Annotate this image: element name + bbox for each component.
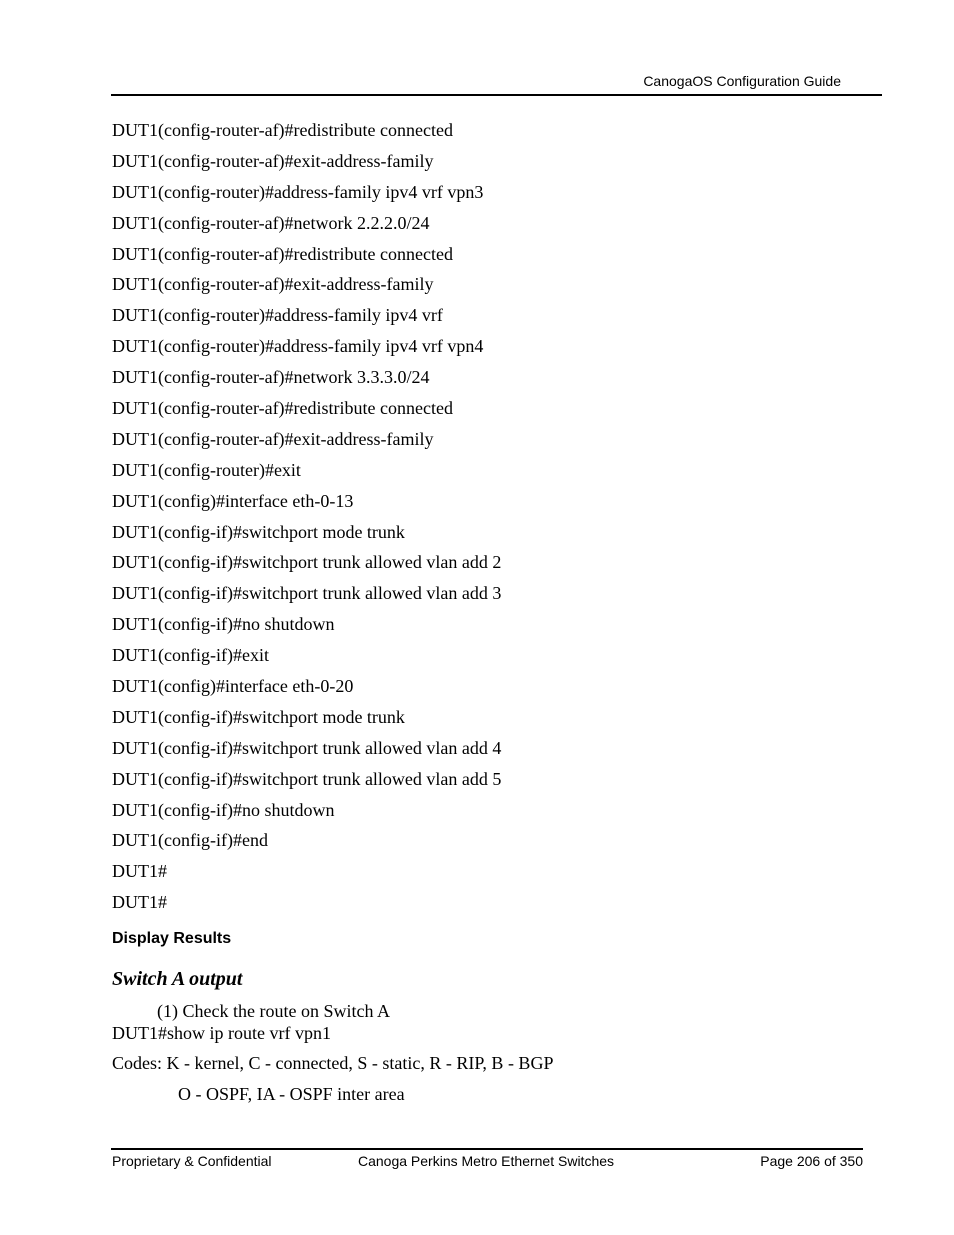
section-heading: Display Results (112, 930, 232, 947)
command-line: DUT1(config-router-af)#redistribute connected (112, 120, 453, 140)
command-line: DUT1(config-router-af)#exit-address-family (112, 150, 434, 171)
command-line: DUT1(config-router-af)#network 2.2.2.0/24 (112, 212, 430, 233)
command-list (112, 117, 501, 920)
footer-center: Canoga Perkins Metro Ethernet Switches (358, 1153, 615, 1169)
footer-left: Proprietary & Confidential (112, 1153, 272, 1169)
command-line: DUT1(config-if)#switchport trunk allowed vlan add 2 (112, 552, 502, 573)
codes-legend-line-2: O - OSPF, IA - OSPF inter area (178, 1084, 405, 1104)
sub-heading: Switch A output (112, 968, 243, 990)
command-line: DUT1(config-router-af)#redistribute connected (112, 398, 453, 419)
codes-legend-line-1: Codes: K - kernel, C - connected, S - static, R - RIP, B - BGP (112, 1053, 554, 1073)
command-line: DUT1(config-router)#exit (112, 459, 301, 480)
footer-page-number: Page 206 of 350 (760, 1153, 863, 1169)
command-line: DUT1(config-if)#no shutdown (112, 799, 335, 820)
command-line: DUT1# (112, 892, 167, 913)
command-line: DUT1(config-router)#address-family ipv4 vrf vpn3 (112, 181, 484, 202)
header-title: CanogaOS Configuration Guide (643, 73, 841, 89)
command-line: DUT1# (112, 861, 167, 882)
command-line: DUT1(config-router)#address-family ipv4 vrf (112, 305, 443, 326)
command-line: DUT1(config-if)#end (112, 830, 268, 851)
command-line: DUT1(config-if)#switchport mode trunk (112, 706, 405, 727)
command-line: DUT1(config-router-af)#redistribute connected (112, 243, 453, 264)
command-line: DUT1(config)#interface eth-0-20 (112, 676, 354, 697)
command-line: DUT1(config-router-af)#exit-address-family (112, 428, 434, 449)
command-line: DUT1(config-if)#switchport mode trunk (112, 521, 405, 542)
command-line: DUT1(config)#interface eth-0-13 (112, 490, 354, 511)
command-line: DUT1(config-if)#switchport trunk allowed vlan add 3 (112, 583, 502, 604)
command-line: DUT1(config-if)#switchport trunk allowed vlan add 5 (112, 768, 502, 789)
header-rule (111, 94, 882, 96)
command-line: DUT1(config-router-af)#exit-address-family (112, 274, 434, 295)
footer-rule (111, 1148, 863, 1150)
command-line: DUT1(config-router)#address-family ipv4 vrf vpn4 (112, 336, 484, 357)
command-line: DUT1(config-router-af)#network 3.3.3.0/24 (112, 367, 430, 388)
command-line: DUT1(config-if)#no shutdown (112, 614, 335, 635)
command-line: DUT1(config-if)#exit (112, 645, 269, 666)
command-line: DUT1(config-if)#switchport trunk allowed vlan add 4 (112, 737, 502, 758)
show-command: DUT1#show ip route vrf vpn1 (112, 1023, 331, 1043)
step-text: (1) Check the route on Switch A (157, 1001, 390, 1021)
